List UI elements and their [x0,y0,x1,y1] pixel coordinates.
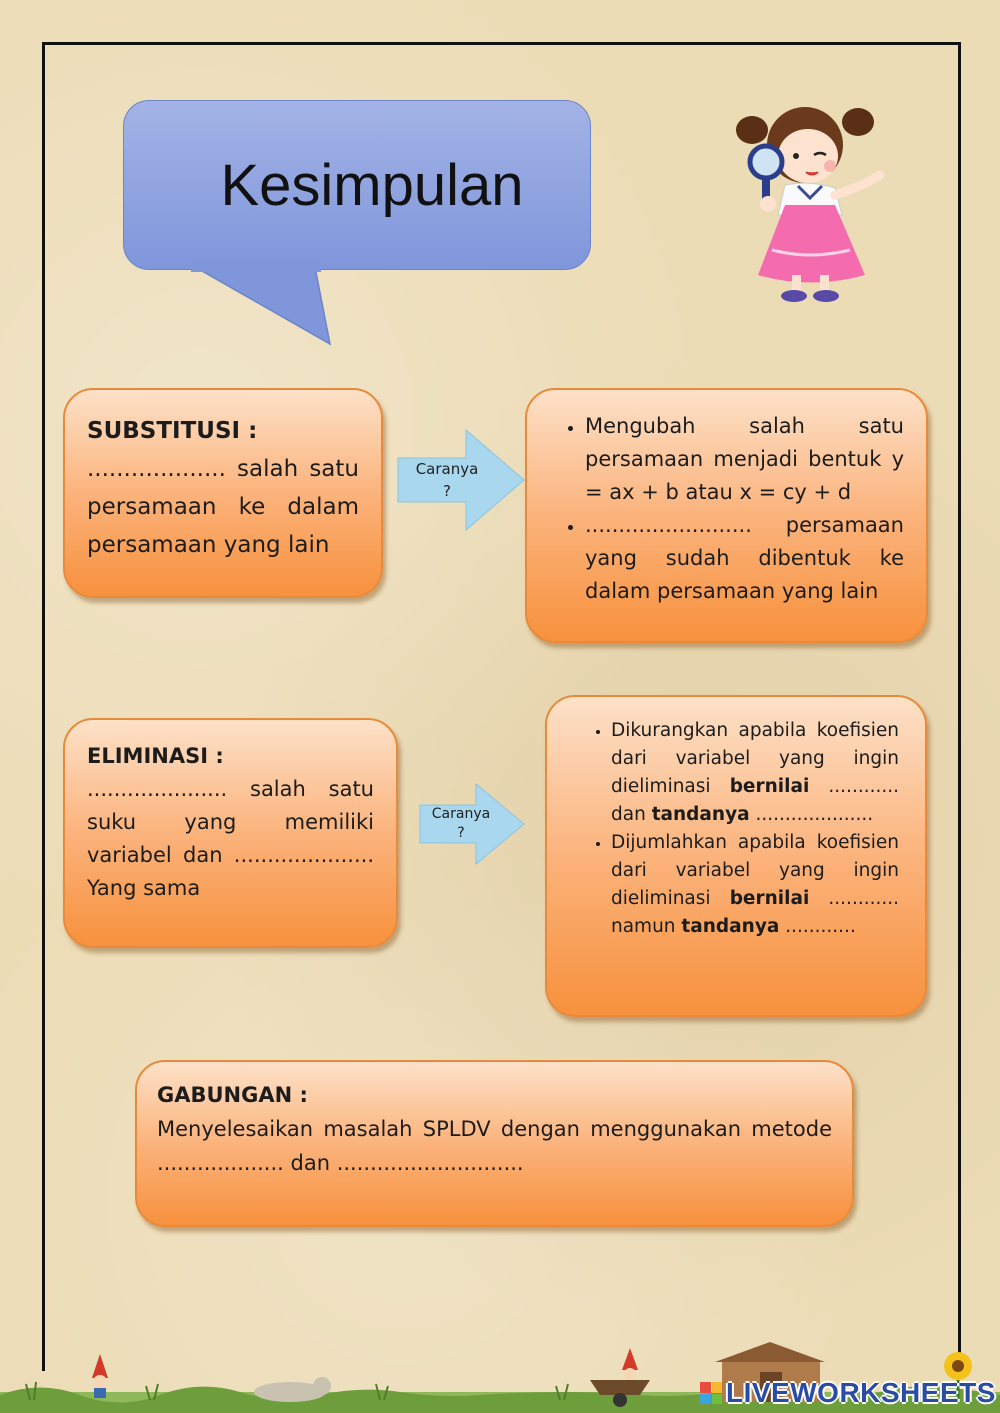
eliminasi-step-1 [611,717,899,829]
step2-text-c: ............ namun [611,888,899,937]
caranya-text-1: Caranya [415,460,479,478]
caranya-text-2: Caranya [431,806,491,822]
substitusi-box [63,388,383,598]
step1-text-c: ............ dan [611,776,899,825]
step2-text-a: Dijumlahkan apabila koefisien dari variabel yang ingin dieliminasi [611,832,899,909]
eliminasi-steps-list [581,717,899,941]
substitusi-heading: SUBSTITUSI : [87,418,258,444]
title-speech-bubble [123,100,591,270]
speech-bubble-tail [190,262,340,347]
caranya-label-2 [422,805,500,843]
step1-bold-bernilai: bernilai [729,776,810,797]
girl-magnifier-illustration [730,100,895,305]
eliminasi-step-2 [611,829,899,941]
caranya-question-1: ? [443,482,451,500]
gabungan-box [135,1060,854,1227]
step2-bold-bernilai: bernilai [729,888,810,909]
liveworksheets-logo [700,1375,996,1411]
caranya-label-1 [402,458,492,502]
gabungan-definition: Menyelesaikan masalah SPLDV dengan menggunakan metode ................... dan ............................ [157,1117,832,1175]
liveworksheets-logo-icon [700,1382,722,1404]
step2-bold-tandanya: tandanya [681,916,780,937]
gabungan-heading: GABUNGAN : [157,1083,308,1107]
bubble-joint [191,258,321,272]
eliminasi-definition: ..................... salah satu suku yang memiliki variabel dan ..................... Yang sama [87,777,374,900]
substitusi-steps-box [525,388,928,643]
eliminasi-heading: ELIMINASI : [87,744,224,768]
eliminasi-steps-box [545,695,927,1017]
substitusi-step-1: • Mengubah salah satu persamaan menjadi bentuk y = ax + b atau x = cy + d [585,410,904,509]
step2-text-e: ............ [779,916,856,937]
substitusi-definition: ................... salah satu persamaan ke dalam persamaan yang lain [87,456,359,558]
step1-bold-tandanya: tandanya [651,804,750,825]
liveworksheets-logo-text: LIVEWORKSHEETS [726,1377,996,1408]
eliminasi-box [63,718,398,948]
page-title: Kesimpulan [220,152,524,218]
step1-text-e: .................... [749,804,874,825]
caranya-question-2: ? [457,825,465,841]
substitusi-steps-list [557,410,904,608]
substitusi-step-2: • ......................... persamaan yang sudah dibentuk ke dalam persamaan yang lain [585,509,904,608]
step1-text-a: Dikurangkan apabila koefisien dari variabel yang ingin dieliminasi [611,720,899,797]
